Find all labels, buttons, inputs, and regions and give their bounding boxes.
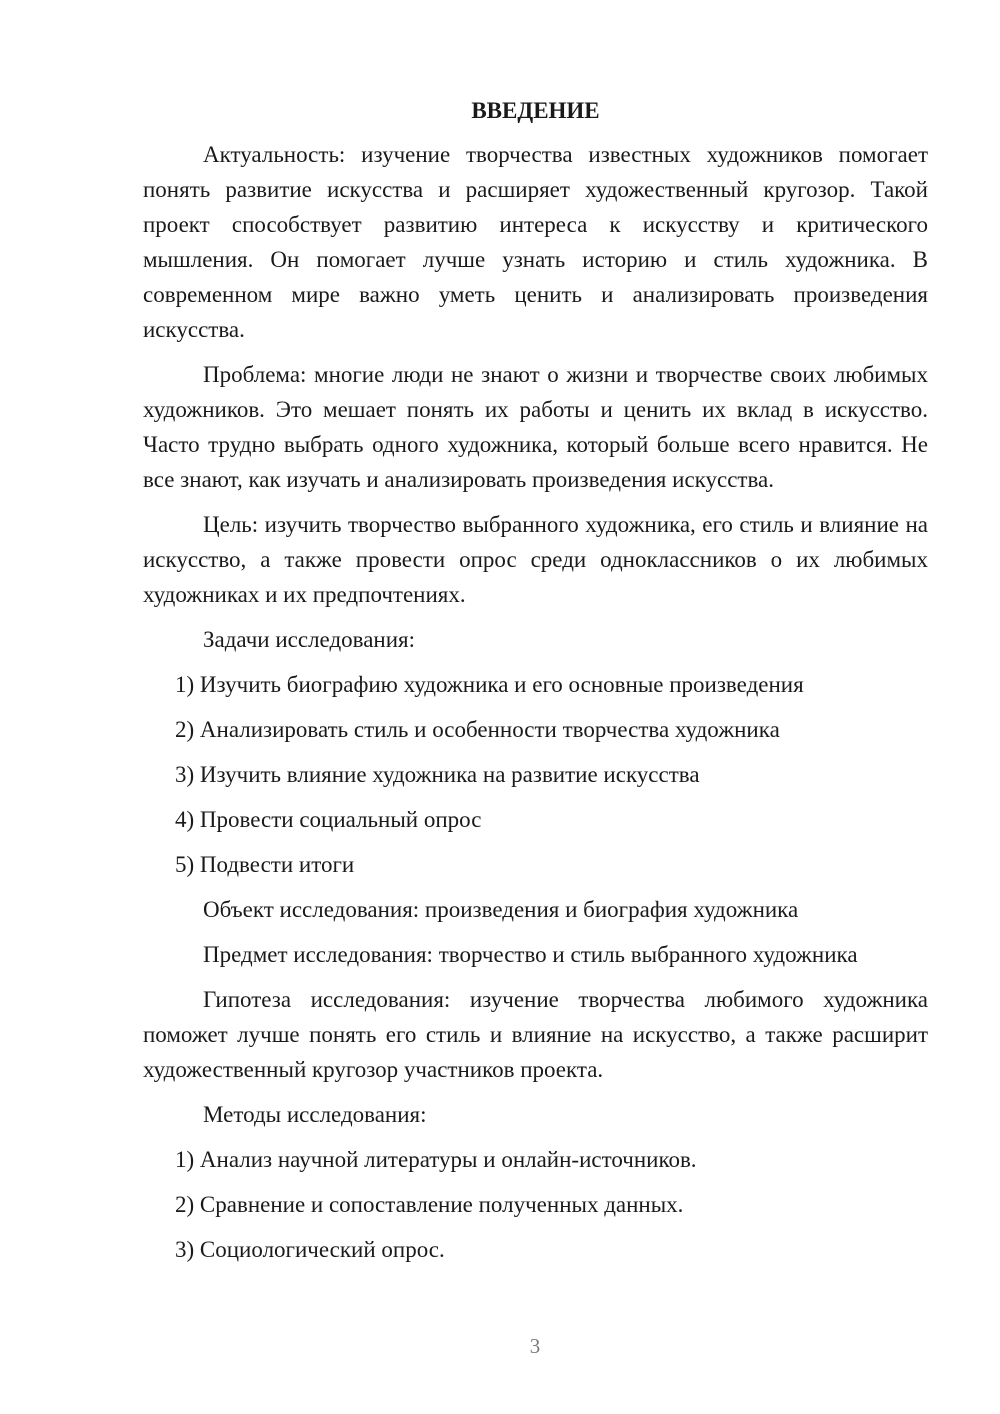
- task-item: 1) Изучить биографию художника и его основные произведения: [175, 672, 804, 697]
- task-item: 4) Провести социальный опрос: [175, 807, 482, 832]
- paragraph-problem: Проблема: многие люди не знают о жизни и творчестве своих любимых художников. Это мешает понять их работы и ценить их вклад в искусство. Часто трудно выбрать одного художника, который больше всего нравится. Не все знают, как изучать и анализировать произведения искусства.: [143, 362, 928, 492]
- methods-heading: Методы исследования:: [203, 1102, 427, 1127]
- method-item: 3) Социологический опрос.: [175, 1237, 445, 1262]
- page-content: [143, 95, 928, 1277]
- paragraph-goal: Цель: изучить творчество выбранного художника, его стиль и влияние на искусство, а также провести опрос среди одноклассников о их любимых художниках и их предпочтениях.: [143, 512, 928, 607]
- research-object: Объект исследования: произведения и биография художника: [203, 897, 799, 922]
- method-item: 1) Анализ научной литературы и онлайн-источников.: [175, 1147, 697, 1172]
- paragraph-hypothesis: Гипотеза исследования: изучение творчества любимого художника поможет лучше понять его стиль и влияние на искусство, а также расширит художественный кругозор участников проекта.: [143, 987, 928, 1082]
- page-number: 3: [529, 1334, 541, 1358]
- tasks-heading: Задачи исследования:: [203, 627, 416, 652]
- method-item: 2) Сравнение и сопоставление полученных данных.: [175, 1192, 684, 1217]
- page-title: ВВЕДЕНИЕ: [471, 98, 600, 123]
- paragraph-relevance: Актуальность: изучение творчества известных художников помогает понять развитие искусства и расширяет художественный кругозор. Такой проект способствует развитию интереса к искусству и критического мышления. Он помогает лучше узнать историю и стиль художника. В современном мире важно уметь ценить и анализировать произведения искусства.: [143, 142, 928, 342]
- task-item: 2) Анализировать стиль и особенности творчества художника: [175, 717, 780, 742]
- task-item: 5) Подвести итоги: [175, 852, 355, 877]
- research-subject: Предмет исследования: творчество и стиль выбранного художника: [203, 942, 858, 967]
- task-item: 3) Изучить влияние художника на развитие искусства: [175, 762, 700, 787]
